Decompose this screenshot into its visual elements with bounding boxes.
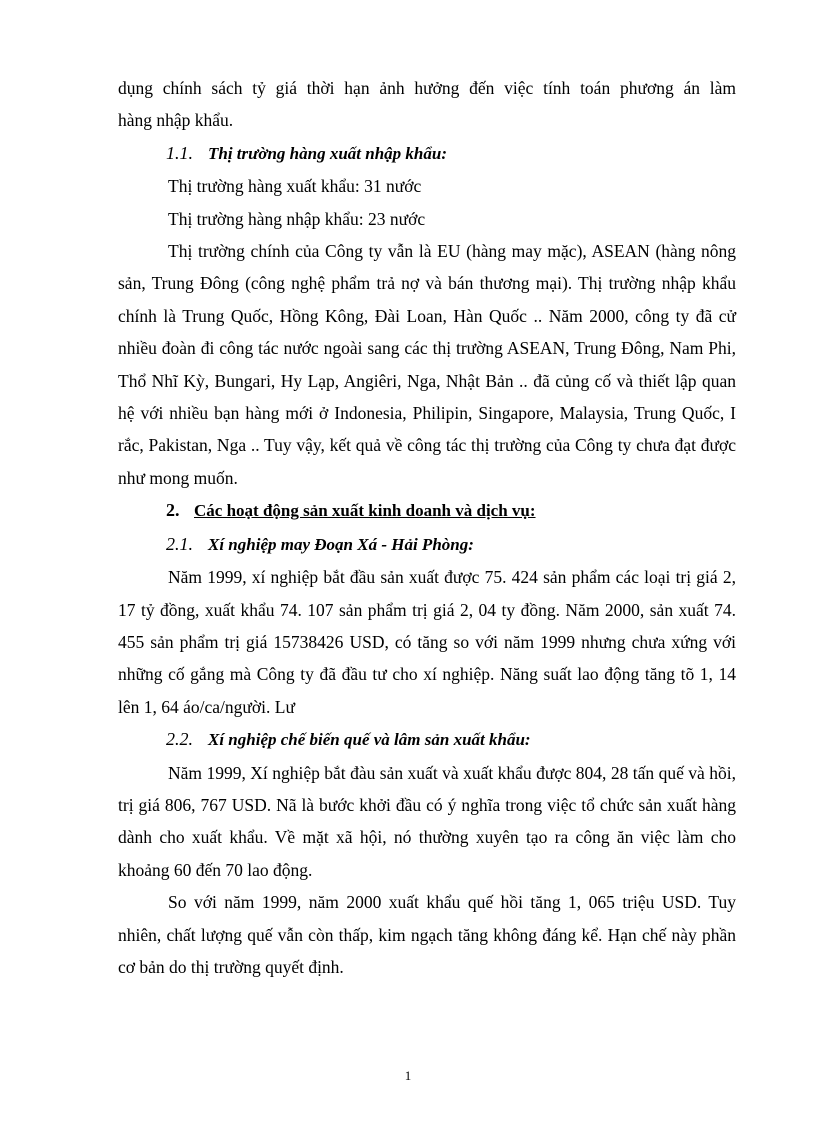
paragraph-cinnamon-2: So với năm 1999, năm 2000 xuất khẩu quế hồi tăng 1, 065 triệu USD. Tuy nhiên, chất lượng quế vẫn còn thấp, kim ngạch tăng không đáng kể. Hạn chế này phần cơ bản do thị trường quyết định. [118, 892, 736, 977]
heading-2-2 [118, 723, 736, 756]
document-page [118, 72, 736, 983]
heading-number: 2. [166, 500, 180, 521]
paragraph-cinnamon-1: Năm 1999, Xí nghiệp bắt đàu sản xuất và xuất khẩu được 804, 28 tấn quế và hồi, trị giá 806, 767 USD. Nã là bước khởi đầu có ý nghĩa trong việc tổ chức sản xuất hàng dành cho xuất khẩu. Về mặt xã hội, nó thường xuyên tạo ra công ăn việc làm cho khoảng 60 đến 70 lao động. [118, 762, 736, 880]
heading-title: Xí nghiệp chế biến quế và lâm sản xuất khẩu: [208, 730, 531, 750]
heading-number: 2.1. [166, 533, 193, 554]
heading-title: Thị trường hàng xuất nhập khẩu: [208, 143, 447, 163]
heading-number: 1.1. [166, 142, 193, 163]
heading-2 [118, 494, 736, 527]
heading-1-1 [118, 137, 736, 170]
page-number: 1 [404, 1068, 412, 1083]
paragraph-doan-xa: Năm 1999, xí nghiệp bắt đầu sản xuất được 75. 424 sản phẩm các loại trị giá 2, 17 tỷ đồng, xuất khẩu 74. 107 sản phẩm trị giá 2, 04 ty đồng. Năm 2000, sản xuất 74. 455 sản phẩm trị giá 15738426 USD, có tăng so với năm 1999 nhưng chưa xứng với những cố gắng mà Công ty đã đầu tư cho xí nghiệp. Năng suất lao động tăng tõ 1, 14 lên 1, 64 áo/ca/người. Lư [118, 567, 736, 717]
export-market-line: Thị trường hàng xuất khẩu: 31 nước [168, 176, 422, 197]
heading-title: Các hoạt động sản xuất kinh doanh và dịch vụ: [194, 501, 536, 521]
heading-2-1 [118, 528, 736, 561]
heading-title: Xí nghiệp may Đoạn Xá - Hải Phòng: [208, 534, 474, 554]
paragraph-intro-line1: dụng chính sách tỷ giá thời hạn ảnh hưởng đến việc tính toán phương án làm [118, 78, 736, 98]
paragraph-intro-line2: hàng nhập khẩu. [118, 110, 234, 131]
import-market-line: Thị trường hàng nhập khẩu: 23 nước [168, 208, 426, 229]
heading-number: 2.2. [166, 729, 193, 750]
paragraph-market: Thị trường chính của Công ty vẫn là EU (hàng may mặc), ASEAN (hàng nông sản, Trung Đông (công nghệ phẩm trả nợ và bán thương mại). Thị trường nhập khẩu chính là Trung Quốc, Hồng Kông, Đài Loan, Hàn Quốc .. Năm 2000, công ty đã cử nhiều đoàn đi công tác nước ngoài sang các thị trường ASEAN, Trung Đông, Nam Phi, Thổ Nhĩ Kỳ, Bungari, Hy Lạp, Angiêri, Nga, Nhật Bản .. đã củng cố và thiết lập quan hệ với nhiều bạn hàng mới ở Indonesia, Philipin, Singapore, Malaysia, Trung Quốc, I rắc, Pakistan, Nga .. Tuy vậy, kết quả về công tác thị trường của Công ty chưa đạt được như mong muốn. [118, 241, 736, 488]
